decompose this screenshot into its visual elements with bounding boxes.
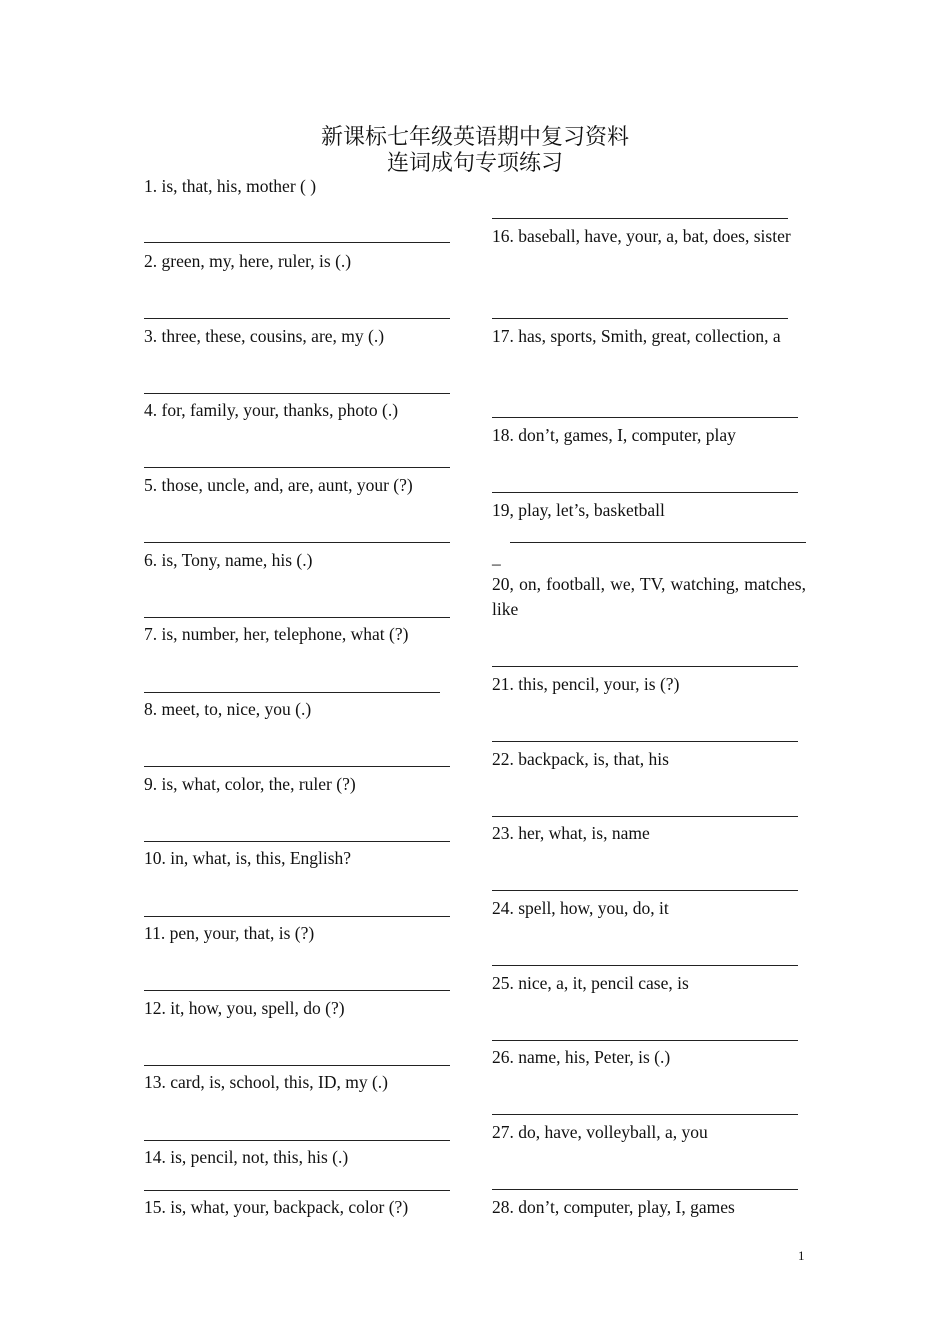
title-line-1: 新课标七年级英语期中复习资料 [320, 124, 629, 149]
question-10: 10. in, what, is, this, English? [144, 848, 352, 868]
question-22: 22. backpack, is, that, his [492, 749, 669, 769]
question-9: 9. is, what, color, the, ruler (?) [144, 774, 356, 794]
question-11: 11. pen, your, that, is (?) [144, 923, 315, 943]
answer-line-6[interactable] [144, 617, 450, 618]
question-2: 2. green, my, here, ruler, is (.) [144, 251, 352, 271]
answer-line-5[interactable] [144, 542, 450, 543]
question-19: 19, play, let’s, basketball [492, 500, 665, 520]
question-23: 23. her, what, is, name [492, 823, 650, 843]
stray-underscore: _ [492, 547, 501, 567]
answer-line-22[interactable] [492, 816, 798, 817]
answer-line-11[interactable] [144, 990, 450, 991]
question-1: 1. is, that, his, mother ( ) [144, 176, 317, 196]
question-21: 21. this, pencil, your, is (?) [492, 674, 680, 694]
answer-line-13[interactable] [144, 1140, 450, 1141]
question-7: 7. is, number, her, telephone, what (?) [144, 624, 409, 644]
question-15: 15. is, what, your, backpack, color (?) [144, 1197, 409, 1217]
question-24: 24. spell, how, you, do, it [492, 898, 669, 918]
answer-line-26[interactable] [492, 1114, 798, 1115]
page-number: 1 [798, 1248, 805, 1263]
answer-line-1[interactable] [144, 242, 450, 243]
answer-line-25[interactable] [492, 1040, 798, 1041]
question-20: 20, on, football, we, TV, watching, matches, like [492, 574, 806, 619]
answer-line-4[interactable] [144, 467, 450, 468]
question-28: 28. don’t, computer, play, I, games [492, 1197, 735, 1217]
title-line-2: 连词成句专项练习 [386, 150, 563, 175]
answer-line-23[interactable] [492, 890, 798, 891]
question-17: 17. has, sports, Smith, great, collection, a [492, 326, 781, 346]
question-27: 27. do, have, volleyball, a, you [492, 1122, 708, 1142]
answer-line-16[interactable] [492, 318, 788, 319]
answer-line-21[interactable] [492, 741, 798, 742]
question-3: 3. three, these, cousins, are, my (.) [144, 326, 385, 346]
question-26: 26. name, his, Peter, is (.) [492, 1047, 671, 1067]
answer-line-15[interactable] [492, 218, 788, 219]
answer-line-17[interactable] [492, 417, 798, 418]
question-8: 8. meet, to, nice, you (.) [144, 699, 312, 719]
question-4: 4. for, family, your, thanks, photo (.) [144, 400, 399, 420]
answer-line-27[interactable] [492, 1189, 798, 1190]
answer-line-20[interactable] [492, 666, 798, 667]
question-25: 25. nice, a, it, pencil case, is [492, 973, 689, 993]
question-5: 5. those, uncle, and, are, aunt, your (?) [144, 475, 413, 495]
answer-line-9[interactable] [144, 841, 450, 842]
question-16: 16. baseball, have, your, a, bat, does, sister [492, 226, 791, 246]
answer-line-14[interactable] [144, 1190, 450, 1191]
answer-line-8[interactable] [144, 766, 450, 767]
question-18: 18. don’t, games, I, computer, play [492, 425, 736, 445]
question-14: 14. is, pencil, not, this, his (.) [144, 1147, 349, 1167]
answer-line-10[interactable] [144, 916, 450, 917]
question-6: 6. is, Tony, name, his (.) [144, 550, 313, 570]
answer-line-12[interactable] [144, 1065, 450, 1066]
answer-line-24[interactable] [492, 965, 798, 966]
answer-line-3[interactable] [144, 393, 450, 394]
answer-line-19[interactable] [510, 542, 806, 543]
answer-line-2[interactable] [144, 318, 450, 319]
question-13: 13. card, is, school, this, ID, my (.) [144, 1072, 388, 1092]
question-12: 12. it, how, you, spell, do (?) [144, 998, 345, 1018]
answer-line-7[interactable] [144, 692, 440, 693]
answer-line-18[interactable] [492, 492, 798, 493]
